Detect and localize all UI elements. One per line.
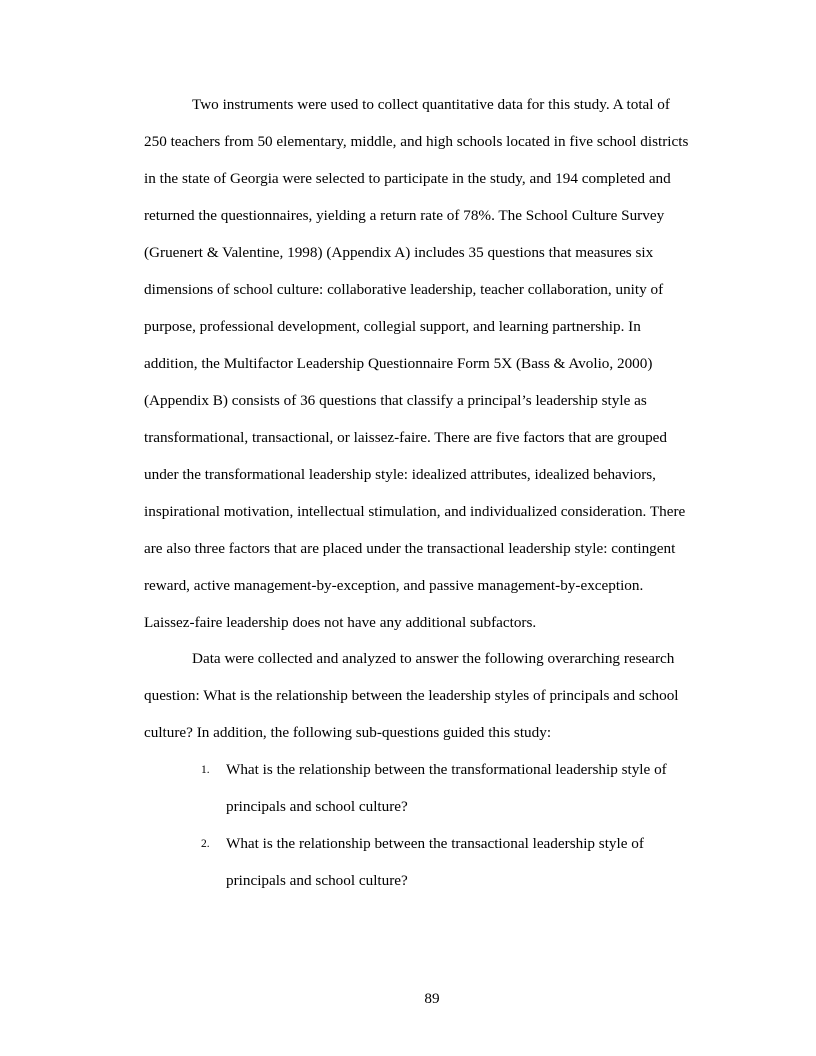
text-line: under the transformational leadership style: idealized attributes, idealized behaviors, xyxy=(144,466,656,483)
text-line: Data were collected and analyzed to answer the following overarching research xyxy=(192,650,675,667)
page-number: 89 xyxy=(424,990,440,1007)
text-line: principals and school culture? xyxy=(226,872,408,889)
text-line: inspirational motivation, intellectual stimulation, and individualized consideration. There xyxy=(144,503,686,520)
list-item-number: 2. xyxy=(201,838,210,850)
text-line: in the state of Georgia were selected to participate in the study, and 194 completed and xyxy=(144,170,671,187)
text-line: 250 teachers from 50 elementary, middle, and high schools located in five school districts xyxy=(144,133,689,150)
list-item-number: 1. xyxy=(201,764,210,776)
text-line: What is the relationship between the transactional leadership style of xyxy=(226,835,644,852)
text-line: principals and school culture? xyxy=(226,798,408,815)
text-line: are also three factors that are placed under the transactional leadership style: contingent xyxy=(144,540,676,557)
text-line: Laissez-faire leadership does not have any additional subfactors. xyxy=(144,614,537,631)
text-line: returned the questionnaires, yielding a return rate of 78%. The School Culture Survey xyxy=(144,207,665,224)
text-line: dimensions of school culture: collaborative leadership, teacher collaboration, unity of xyxy=(144,281,664,298)
text-line: Two instruments were used to collect quantitative data for this study. A total of xyxy=(192,96,670,113)
text-line: purpose, professional development, collegial support, and learning partnership. In xyxy=(144,318,641,335)
text-line: transformational, transactional, or laissez-faire. There are five factors that are grouped xyxy=(144,429,668,446)
text-line: question: What is the relationship between the leadership styles of principals and school xyxy=(144,687,679,704)
text-line: addition, the Multifactor Leadership Questionnaire Form 5X (Bass & Avolio, 2000) xyxy=(144,355,653,372)
text-line: culture? In addition, the following sub-questions guided this study: xyxy=(144,724,552,741)
text-line: What is the relationship between the transformational leadership style of xyxy=(226,761,667,778)
text-line: (Gruenert & Valentine, 1998) (Appendix A) includes 35 questions that measures six xyxy=(144,244,654,261)
text-line: (Appendix B) consists of 36 questions that classify a principal’s leadership style as xyxy=(144,392,647,409)
text-line: reward, active management-by-exception, and passive management-by-exception. xyxy=(144,577,644,594)
